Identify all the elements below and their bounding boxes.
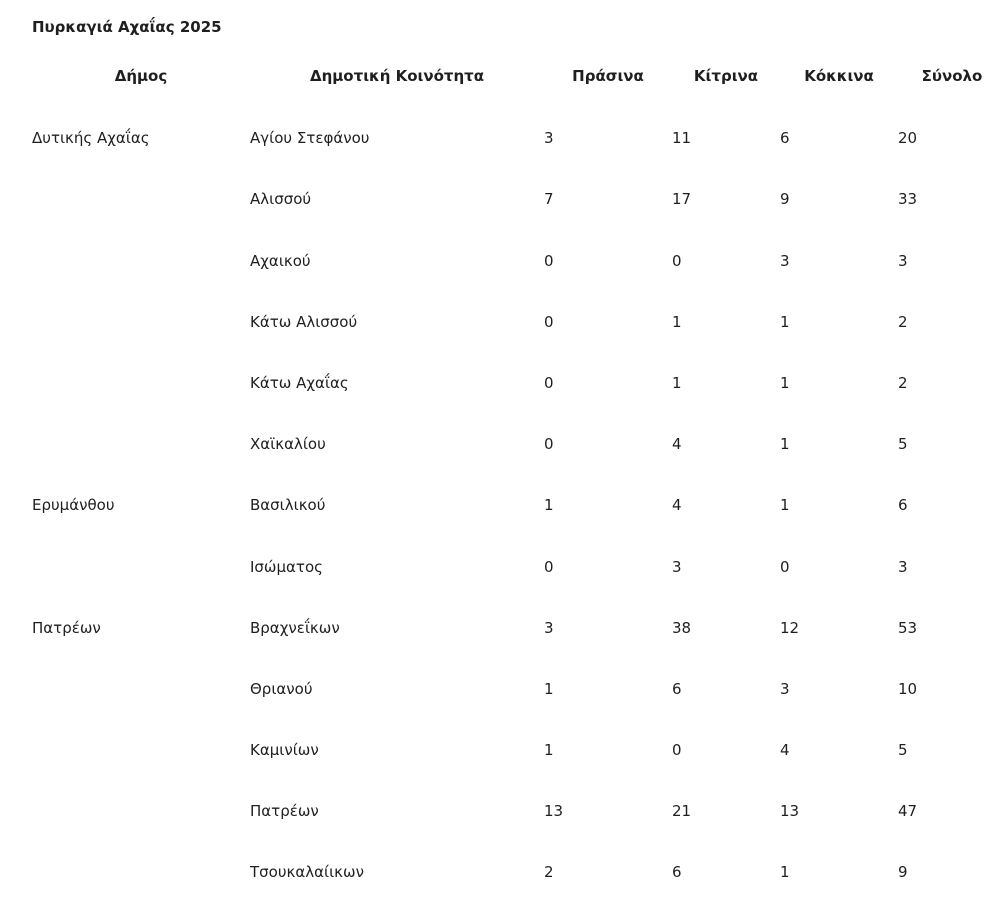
cell-kitrina: 17 bbox=[672, 190, 692, 208]
cell-koinotita: Καμινίων bbox=[250, 741, 319, 759]
cell-synolo: 20 bbox=[898, 129, 918, 147]
cell-kitrina: 38 bbox=[672, 619, 692, 637]
cell-synolo: 3 bbox=[898, 558, 908, 576]
page-title: Πυρκαγιά Αχαΐας 2025 bbox=[32, 18, 222, 36]
cell-koinotita: Τσουκαλαίικων bbox=[250, 863, 364, 881]
cell-dimos: Δυτικής Αχαΐας bbox=[32, 129, 150, 147]
cell-synolo: 5 bbox=[898, 741, 908, 759]
cell-koinotita: Πατρέων bbox=[250, 802, 319, 820]
cell-kokkina: 0 bbox=[780, 558, 790, 576]
cell-synolo: 2 bbox=[898, 374, 908, 392]
cell-prasina: 0 bbox=[544, 558, 554, 576]
cell-prasina: 0 bbox=[544, 252, 554, 270]
cell-koinotita: Κάτω Αχαΐας bbox=[250, 374, 349, 392]
header-kitrina: Κίτρινα bbox=[693, 67, 759, 85]
cell-kokkina: 9 bbox=[780, 190, 790, 208]
cell-kokkina: 1 bbox=[780, 374, 790, 392]
cell-synolo: 47 bbox=[898, 802, 918, 820]
cell-kitrina: 3 bbox=[672, 558, 682, 576]
cell-kokkina: 12 bbox=[780, 619, 800, 637]
cell-kokkina: 1 bbox=[780, 496, 790, 514]
cell-prasina: 0 bbox=[544, 435, 554, 453]
cell-dimos: Ερυμάνθου bbox=[32, 496, 115, 514]
cell-kokkina: 6 bbox=[780, 129, 790, 147]
cell-kitrina: 1 bbox=[672, 374, 682, 392]
header-prasina: Πράσινα bbox=[572, 67, 644, 85]
cell-synolo: 2 bbox=[898, 313, 908, 331]
cell-koinotita: Αλισσού bbox=[250, 190, 312, 208]
cell-kokkina: 3 bbox=[780, 252, 790, 270]
cell-prasina: 3 bbox=[544, 619, 554, 637]
cell-kitrina: 1 bbox=[672, 313, 682, 331]
cell-prasina: 0 bbox=[544, 374, 554, 392]
header-dimos: Δήμος bbox=[114, 67, 168, 85]
cell-dimos: Πατρέων bbox=[32, 619, 101, 637]
cell-prasina: 13 bbox=[544, 802, 564, 820]
cell-kokkina: 13 bbox=[780, 802, 800, 820]
cell-kitrina: 6 bbox=[672, 863, 682, 881]
cell-prasina: 3 bbox=[544, 129, 554, 147]
cell-koinotita: Αχαικού bbox=[250, 252, 311, 270]
cell-prasina: 1 bbox=[544, 741, 554, 759]
cell-kitrina: 21 bbox=[672, 802, 692, 820]
cell-kitrina: 4 bbox=[672, 496, 682, 514]
cell-prasina: 0 bbox=[544, 313, 554, 331]
cell-kitrina: 11 bbox=[672, 129, 692, 147]
cell-synolo: 10 bbox=[898, 680, 918, 698]
cell-kitrina: 6 bbox=[672, 680, 682, 698]
cell-kitrina: 4 bbox=[672, 435, 682, 453]
cell-synolo: 3 bbox=[898, 252, 908, 270]
cell-prasina: 1 bbox=[544, 496, 554, 514]
header-koinotita: Δημοτική Κοινότητα bbox=[309, 67, 485, 85]
cell-kokkina: 1 bbox=[780, 863, 790, 881]
header-synolo: Σύνολο bbox=[921, 67, 983, 85]
cell-koinotita: Ισώματος bbox=[250, 558, 323, 576]
cell-kitrina: 0 bbox=[672, 252, 682, 270]
cell-synolo: 6 bbox=[898, 496, 908, 514]
cell-synolo: 9 bbox=[898, 863, 908, 881]
cell-kitrina: 0 bbox=[672, 741, 682, 759]
cell-prasina: 2 bbox=[544, 863, 554, 881]
cell-synolo: 5 bbox=[898, 435, 908, 453]
cell-kokkina: 4 bbox=[780, 741, 790, 759]
header-kokkina: Κόκκινα bbox=[804, 67, 874, 85]
cell-prasina: 7 bbox=[544, 190, 554, 208]
cell-kokkina: 1 bbox=[780, 313, 790, 331]
cell-koinotita: Κάτω Αλισσού bbox=[250, 313, 358, 331]
cell-koinotita: Βασιλικού bbox=[250, 496, 326, 514]
cell-koinotita: Χαϊκαλίου bbox=[250, 435, 326, 453]
cell-synolo: 53 bbox=[898, 619, 918, 637]
cell-synolo: 33 bbox=[898, 190, 918, 208]
cell-koinotita: Θριανού bbox=[250, 680, 313, 698]
cell-koinotita: Βραχνεΐκων bbox=[250, 619, 340, 637]
cell-kokkina: 3 bbox=[780, 680, 790, 698]
cell-kokkina: 1 bbox=[780, 435, 790, 453]
cell-prasina: 1 bbox=[544, 680, 554, 698]
cell-koinotita: Αγίου Στεφάνου bbox=[250, 129, 370, 147]
